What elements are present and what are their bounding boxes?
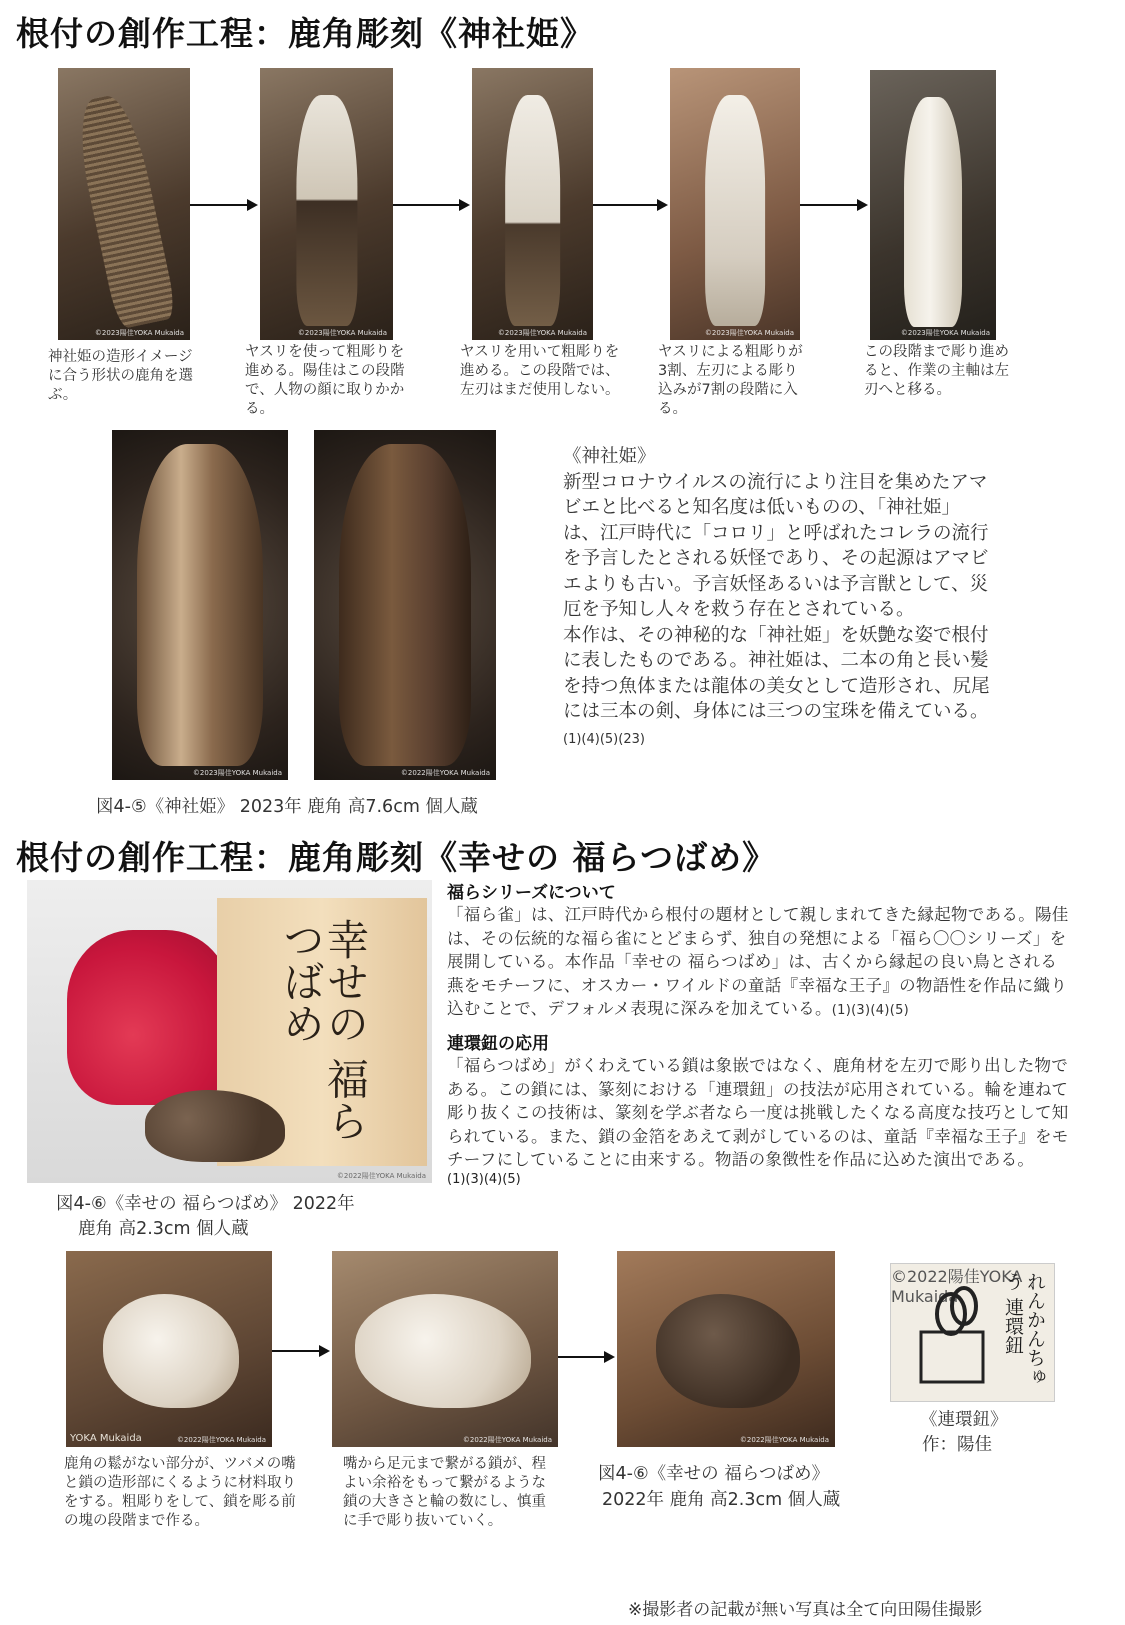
- tsubame-step2-photo: [332, 1251, 558, 1447]
- box-inscription: 幸せの 福らつばめ: [277, 918, 370, 1142]
- step2-photo: [260, 68, 393, 340]
- arrow-right-icon: [272, 1350, 328, 1352]
- series-paragraph: 「福ら雀」は、江戸時代から根付の題材として親しまれてきた縁起物である。陽佳は、その伝統的な福ら雀にとどまらず、独自の発想による「福ら〇〇シリーズ」を展開している。本作品「幸せの 福らつばめ」は、古くから縁起の良い鳥とされる燕をモチーフに、オスカー・ワイルドの童話『幸福な王子』の物語性を作品に織り込むことで、デフォルメ表現に深みを加えている。(1)(3)(4)(5): [447, 905, 1069, 1019]
- chain-paragraph: 「福らつばめ」がくわえている鎖は象嵌ではなく、鹿角材を左刃で彫り出した物である。この鎖には、篆刻における「連環鈕」の技法が応用されている。輪を連ねて彫り抜くこの技術は、篆刻を学ぶ者なら一度は挑戦したくなる高度な技巧として知られている。また、鎖の金箔をあえて剥がしているのは、童話『幸福な王子』をモチーフにしていることに由来する。物語の象徴性を作品に込めた演出である。: [447, 1055, 1069, 1170]
- photo-watermark: ©2022陽佳YOKA Mukaida: [400, 769, 490, 777]
- step4-photo: [670, 68, 800, 340]
- photo-watermark: ©2023陽佳YOKA Mukaida: [900, 329, 990, 337]
- step5-caption: この段階まで彫り進めると、作業の主軸は左刃へと移る。: [864, 344, 1009, 398]
- renkanchu-seal-illustration: [890, 1263, 1055, 1402]
- tsubame-step1-photo: YOKA Mukaida ©2022陽佳YOKA Mukaida: [66, 1251, 272, 1447]
- kinchaku-pouch: [67, 930, 232, 1105]
- photo-watermark: ©2022陽佳YOKA Mukaida: [462, 1436, 552, 1444]
- photographer-note: ※撮影者の記載が無い写真は全て向田陽佳撮影: [628, 1600, 983, 1620]
- description-paragraph-2: 本作は、その神秘的な「神社姫」を妖艶な姿で根付に表したものである。神社姫は、二本の角と長い髪を持つ魚体または龍体の美女として造形され、尻尾には三本の剣、身体には三つの宝珠を備えている。(1)(4)(5)(23): [563, 624, 990, 747]
- figure-caption: 図4-⑤《神社姫》 2023年 鹿角 高7.6cm 個人蔵: [96, 797, 478, 817]
- photo-watermark: ©2023陽佳YOKA Mukaida: [192, 769, 282, 777]
- arrow-right-icon: [558, 1356, 613, 1358]
- description-paragraph-1: 新型コロナウイルスの流行により注目を集めたアマビエと比べると知名度は低いものの、「神社姫」は、江戸時代に「コロリ」と呼ばれたコレラの流行を予言したとされる妖怪であり、その起源はアマビエよりも古い。予言妖怪あるいは予言獣として、災厄を予知し人々を救う存在とされている。: [563, 471, 989, 620]
- seal-label: れんかんちゅう 連環鈕: [1002, 1272, 1046, 1386]
- figure-caption: 図4-⑥《幸せの 福らつばめ》 2022年 鹿角 高2.3cm 個人蔵: [56, 1194, 355, 1239]
- photo-watermark: ©2023陽佳YOKA Mukaida: [297, 329, 387, 337]
- step1-photo: [58, 68, 190, 340]
- chain-heading: 連環鈕の応用: [447, 1033, 549, 1054]
- photo-watermark: ©2022陽佳YOKA Mukaida: [176, 1436, 266, 1444]
- series-heading: 福らシリーズについて: [447, 883, 616, 903]
- fukura-tsubame-main-photo: [27, 880, 432, 1183]
- arrow-right-icon: [593, 204, 666, 206]
- jinja-hime-description: [563, 444, 993, 752]
- photo-watermark: ©2023陽佳YOKA Mukaida: [704, 329, 794, 337]
- step2-caption: ヤスリを使って粗彫りを進める。陽佳はこの段階で、人物の顔に取りかかる。: [245, 344, 405, 417]
- jinja-hime-front-photo: [112, 430, 288, 780]
- reference-numbers: (1)(3)(4)(5): [447, 1171, 521, 1187]
- tsubame-finished-photo: [617, 1251, 835, 1447]
- tsubame-final-caption: 図4-⑥《幸せの 福らつばめ》 2022年 鹿角 高2.3cm 個人蔵: [598, 1464, 841, 1510]
- section1-title: 根付の創作工程：鹿角彫刻《神社姫》: [16, 14, 594, 53]
- tsubame-step2-caption: 嘴から足元まで繋がる鎖が、程よい余裕をもって繋がるような鎖の大きさと輪の数にし、慎重に手で彫り抜いていく。: [343, 1456, 546, 1529]
- tsubame-step1-caption: 鹿角の鬆がない部分が、ツバメの嘴と鎖の造形部にくるように材料取りをする。粗彫りをして、鎖を彫る前の塊の段階まで作る。: [64, 1456, 296, 1529]
- arrow-right-icon: [393, 204, 468, 206]
- step3-caption: ヤスリを用いて粗彫りを進める。この段階では、左刃はまだ使用しない。: [460, 344, 620, 398]
- step5-photo: [870, 70, 996, 340]
- fukura-series-text: [447, 878, 1072, 1187]
- photo-watermark: ©2022陽佳YOKA Mukaida: [739, 1436, 829, 1444]
- arrow-right-icon: [190, 204, 256, 206]
- description-title: 《神社姫》: [563, 446, 656, 467]
- reference-numbers: (1)(4)(5)(23): [563, 731, 645, 747]
- step1-caption: 神社姫の造形イメージに合う形状の鹿角を選ぶ。: [48, 349, 193, 403]
- photo-watermark: ©2023陽佳YOKA Mukaida: [497, 329, 587, 337]
- jinja-hime-back-photo: [314, 430, 496, 780]
- photo-watermark: ©2022陽佳YOKA Mukaida: [891, 1267, 1023, 1306]
- step3-photo: [472, 68, 593, 340]
- step4-caption: ヤスリによる粗彫りが3割、左刃による彫り込みが7割の段階に入る。: [658, 344, 803, 417]
- section2-title: 根付の創作工程：鹿角彫刻《幸せの 福らつばめ》: [16, 838, 777, 877]
- arrow-right-icon: [800, 204, 866, 206]
- photo-watermark: ©2022陽佳YOKA Mukaida: [336, 1172, 426, 1180]
- seal-caption: 《連環鈕》 作：陽佳: [920, 1410, 1008, 1455]
- photo-watermark: ©2023陽佳YOKA Mukaida: [94, 329, 184, 337]
